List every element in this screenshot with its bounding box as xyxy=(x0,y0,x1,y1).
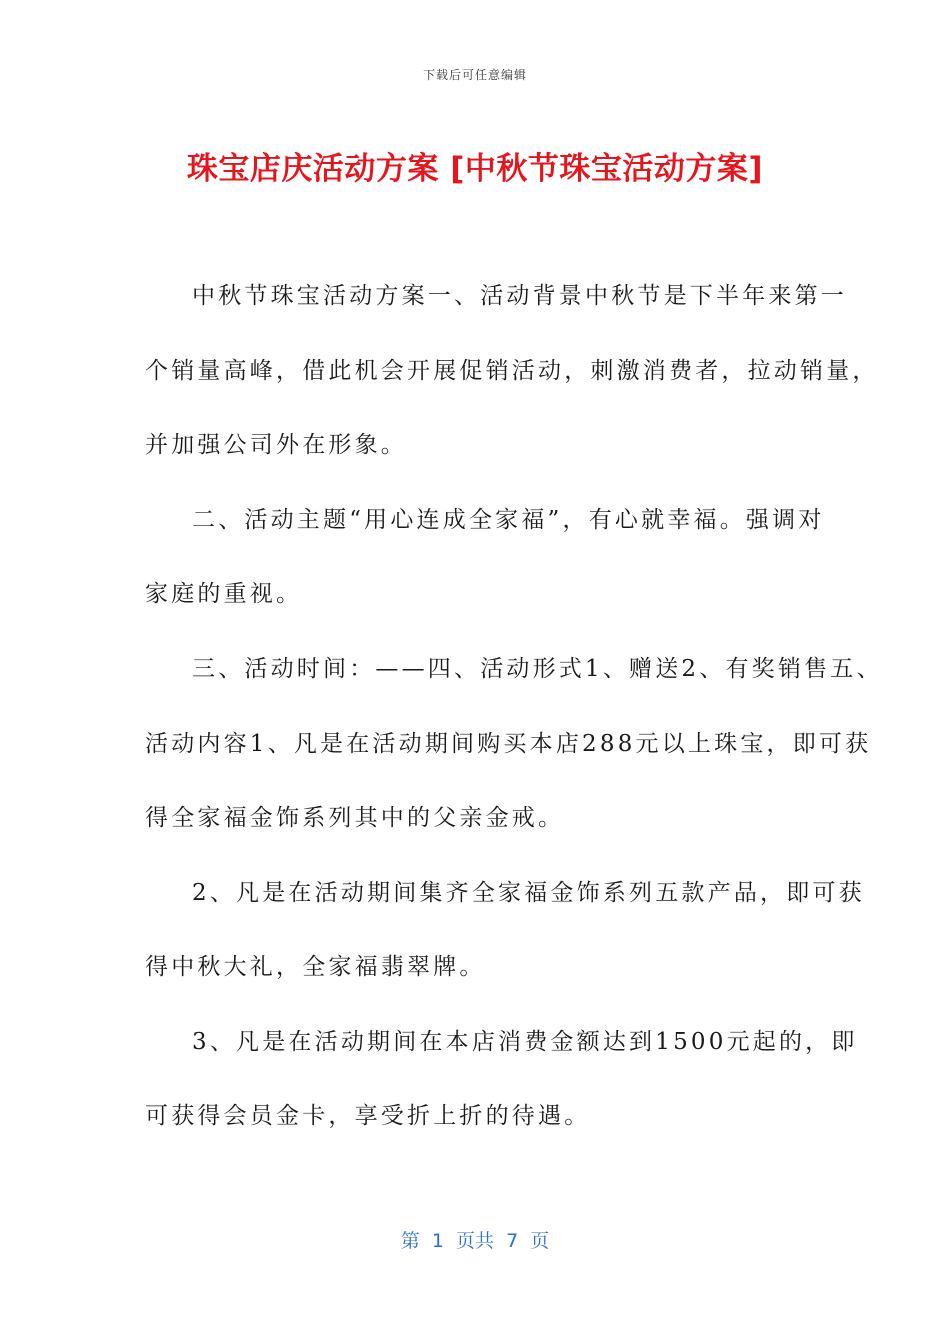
body-line-4: 二、活动主题“用心连成全家福”，有心就幸福。强调对 xyxy=(192,507,825,533)
body-line-11: 3、凡是在活动期间在本店消费金额达到1500元起的，即 xyxy=(192,1029,858,1055)
body-line-2: 个销量高峰，借此机会开展促销活动，刺激消费者，拉动销量， xyxy=(145,358,879,384)
body-line-12: 可获得会员金卡，享受折上折的待遇。 xyxy=(145,1103,591,1129)
header-note: 下载后可任意编辑 xyxy=(422,68,527,82)
page-footer: 第 1 页共 7 页 xyxy=(400,1230,550,1252)
body-line-6: 三、活动时间：——四、活动形式1、赠送2、有奖销售五、 xyxy=(192,656,883,682)
body-line-10: 得中秋大礼，全家福翡翠牌。 xyxy=(145,954,486,980)
document-title: 珠宝店庆活动方案 [中秋节珠宝活动方案] xyxy=(186,151,764,187)
body-line-7: 活动内容1、凡是在活动期间购买本店288元以上珠宝，即可获 xyxy=(145,731,872,757)
body-line-3: 并加强公司外在形象。 xyxy=(145,432,407,458)
body-line-8: 得全家福金饰系列其中的父亲金戒。 xyxy=(145,805,565,831)
body-line-5: 家庭的重视。 xyxy=(145,581,303,607)
body-line-1: 中秋节珠宝活动方案一、活动背景中秋节是下半年来第一 xyxy=(192,283,847,309)
body-line-9: 2、凡是在活动期间集齐全家福金饰系列五款产品，即可获 xyxy=(192,880,865,906)
